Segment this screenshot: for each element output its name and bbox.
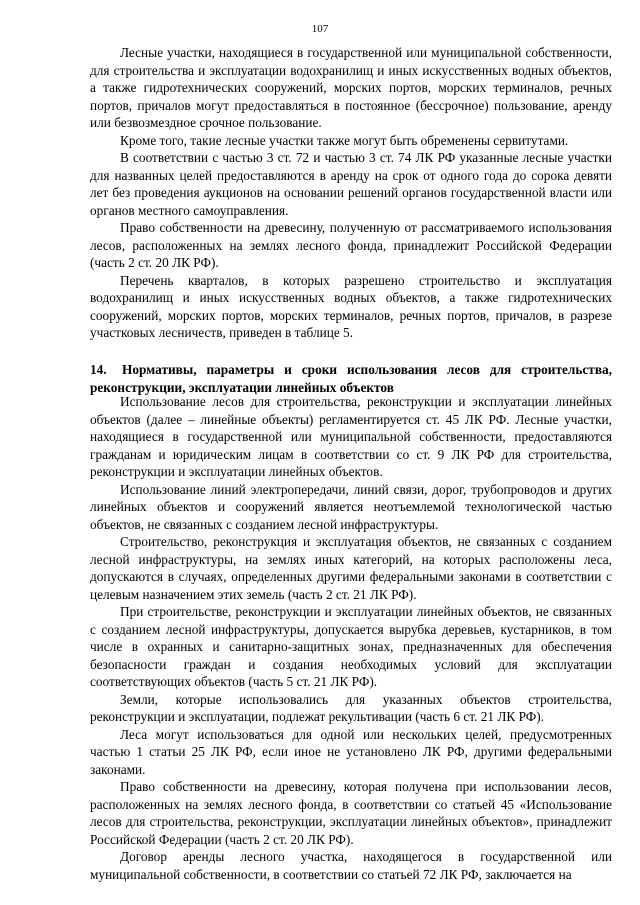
- paragraph: Право собственности на древесину, полученную от рассматриваемого использования лесов, расположенных на землях лесного фонда, принадлежит Российской Федерации (часть 2 ст. 20 ЛК РФ).: [90, 220, 612, 270]
- paragraph: Использование линий электропередачи, линий связи, дорог, трубопроводов и других линейных объектов и сооружений является неотъемлемой технологической частью объектов, не связанных с созданием лесной инфраструктуры.: [90, 481, 612, 532]
- section-title: Нормативы, параметры и сроки использования лесов для строительства, реконструкции, эксплуатации линейных объектов: [90, 362, 612, 395]
- paragraph: Использование лесов для строительства, реконструкции и эксплуатации линейных объектов (далее – линейные объекты) регламентируется ст. 45 ЛК РФ. Лесные участки, находящиеся в государственной или муниципальной собственности, предоставляются гражданам и юридическим лицам в соответствии со ст. 9 ЛК РФ для строительства, реконструкции и эксплуатации линейных объектов.: [90, 394, 612, 479]
- paragraph: Строительство, реконструкция и эксплуатация объектов, не связанных с созданием лесной инфраструктуры, на землях иных категорий, на которых расположены леса, допускаются в случаях, определенных другими федеральными законами в соответствии с целевым назначением этих земель (часть 2 ст. 21 ЛК РФ).: [90, 534, 612, 602]
- paragraph: Леса могут использоваться для одной или нескольких целей, предусмотренных частью 1 статьи 25 ЛК РФ, если иное не установлено ЛК РФ, другими федеральными законами.: [90, 726, 612, 777]
- section-number: 14.: [90, 362, 107, 377]
- section-14-body: [90, 393, 612, 883]
- paragraph: При строительстве, реконструкции и эксплуатации линейных объектов, не связанных с созданием лесной инфраструктуры, допускается вырубка деревьев, кустарников, в том числе в охранных и санитарно-защитных зонах, предназначенных для обеспечения безопасности граждан и создания необходимых условий для эксплуатации соответствующих объектов (часть 5 ст. 21 ЛК РФ).: [90, 604, 612, 689]
- paragraph: Лесные участки, находящиеся в государственной или муниципальной собственности, для строительства и эксплуатации водохранилищ и иных искусственных водных объектов, а также гидротехнических сооружений, морских портов, морских терминалов, речных портов, причалов могут предоставляться в постоянное (бессрочное) пользование, аренду или безвозмездное срочное пользование.: [90, 45, 612, 130]
- page-number: 107: [311, 23, 329, 35]
- paragraph: В соответствии с частью 3 ст. 72 и частью 3 ст. 74 ЛК РФ указанные лесные участки для названных целей предоставляются в аренду на срок от одного года до сорока девяти лет без проведения аукционов на основании решений органов государственной власти или органов местного самоуправления.: [90, 150, 612, 218]
- paragraph: Договор аренды лесного участка, находящегося в государственной или муниципальной собственности, в соответствии со статьей 72 ЛК РФ, заключается на: [90, 849, 612, 882]
- section-forest-plots-water-objects: [90, 44, 612, 342]
- paragraph: Земли, которые использовались для указанных объектов строительства, реконструкции и эксплуатации, подлежат рекультивации (часть 6 ст. 21 ЛК РФ).: [90, 691, 612, 724]
- paragraph: Перечень кварталов, в которых разрешено строительство и эксплуатация водохранилищ и иных искусственных водных объектов, а также гидротехнических сооружений, морских портов, морских терминалов, речных портов, причалов, в разрезе участковых лесничеств, приведен в таблице 5.: [90, 272, 612, 340]
- section-14-heading: [90, 361, 612, 396]
- paragraph: Право собственности на древесину, которая получена при использовании лесов, расположенных на землях лесного фонда, в соответствии со статьей 45 «Использование лесов для строительства, реконструкции, эксплуатации линейных объектов», принадлежит Российской Федерации (часть 2 ст. 20 ЛК РФ).: [90, 779, 612, 847]
- paragraph: Кроме того, такие лесные участки также могут быть обременены сервитутами.: [120, 132, 569, 148]
